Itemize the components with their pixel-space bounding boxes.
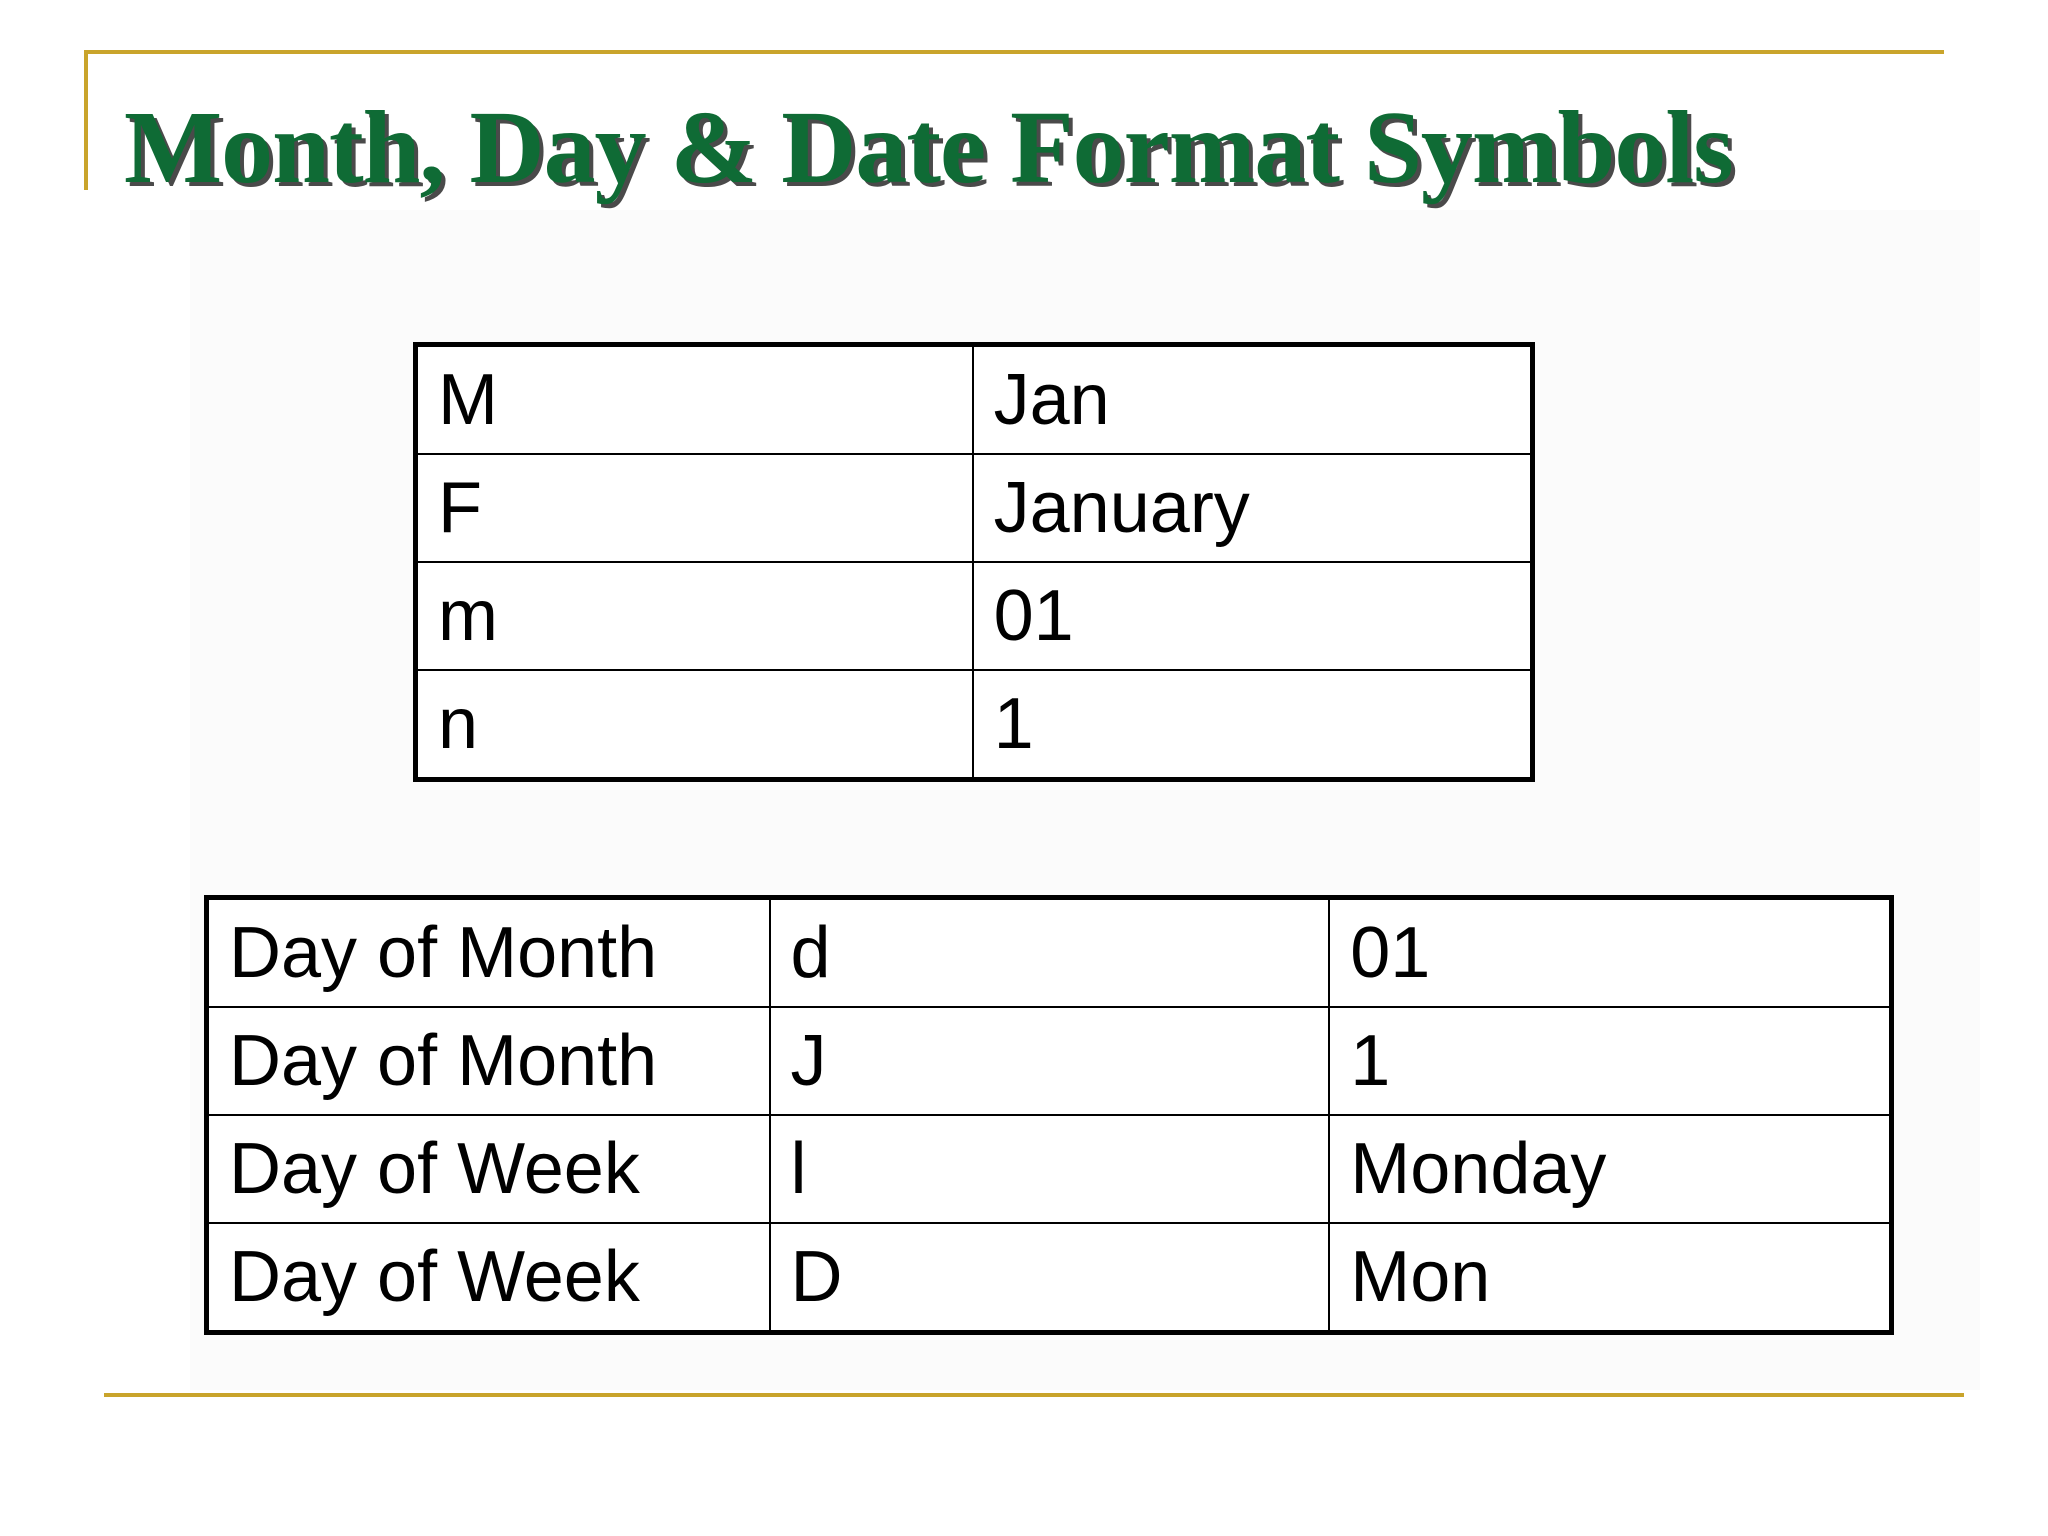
table-row — [416, 345, 1533, 455]
format-example-cell: January — [973, 454, 1533, 562]
bottom-accent-rule — [104, 1393, 1964, 1397]
day-format-table — [204, 895, 1894, 1335]
format-symbol-cell: m — [416, 562, 973, 670]
format-example-cell: 1 — [973, 670, 1533, 780]
format-example-cell: 01 — [973, 562, 1533, 670]
description-cell: Day of Week — [207, 1223, 770, 1333]
format-example-cell: Monday — [1329, 1115, 1891, 1223]
format-symbol-cell: J — [770, 1007, 1330, 1115]
format-example-cell: Mon — [1329, 1223, 1891, 1333]
format-symbol-cell: d — [770, 898, 1330, 1008]
table-row — [207, 898, 1892, 1008]
month-format-table — [413, 342, 1535, 782]
table-row — [416, 454, 1533, 562]
left-accent-rule — [84, 50, 88, 190]
format-symbol-cell: l — [770, 1115, 1330, 1223]
format-example-cell: 01 — [1329, 898, 1891, 1008]
format-symbol-cell: n — [416, 670, 973, 780]
format-symbol-cell: D — [770, 1223, 1330, 1333]
description-cell: Day of Week — [207, 1115, 770, 1223]
description-cell: Day of Month — [207, 898, 770, 1008]
table-row — [416, 562, 1533, 670]
table-row — [416, 670, 1533, 780]
format-symbol-cell: F — [416, 454, 973, 562]
description-cell: Day of Month — [207, 1007, 770, 1115]
table-row — [207, 1007, 1892, 1115]
format-symbol-cell: M — [416, 345, 973, 455]
top-accent-rule — [84, 50, 1944, 54]
table-row — [207, 1223, 1892, 1333]
format-example-cell: 1 — [1329, 1007, 1891, 1115]
table-row — [207, 1115, 1892, 1223]
slide-title: Month, Day & Date Format Symbols — [124, 90, 1733, 205]
format-example-cell: Jan — [973, 345, 1533, 455]
